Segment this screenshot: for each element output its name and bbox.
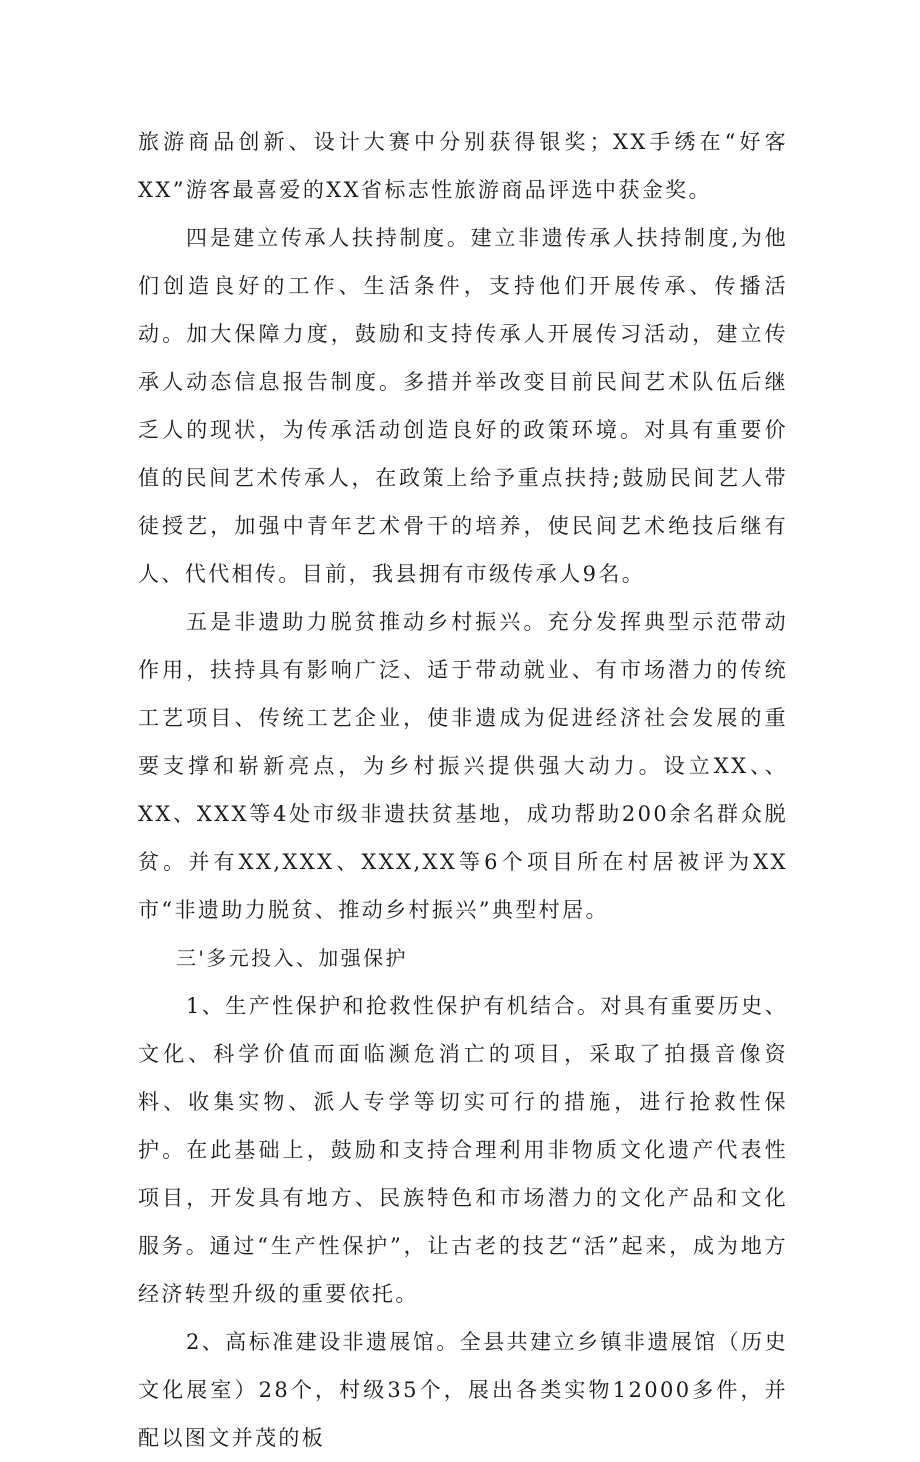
paragraph-fourth-measure: 四是建立传承人扶持制度。建立非遗传承人扶持制度,为他们创造良好的工作、生活条件，支持他们开展传承、传播活动。加大保障力度，鼓励和支持传承人开展传习活动，建立传承人动态信息报告制度。多措并举改变目前民间艺术队伍后继乏人的现状，为传承活动创造良好的政策环境。对具有重要价值的民间艺术传承人，在政策上给予重点扶持;鼓励民间艺人带徒授艺，加强中青年艺术骨干的培养，使民间艺术绝技后继有人、代代相传。目前，我县拥有市级传承人9名。: [138, 226, 788, 586]
paragraph-item-1: 1、生产性保护和抢救性保护有机结合。对具有重要历史、文化、科学价值而面临濒危消亡的项目，采取了拍摄音像资料、收集实物、派人专学等切实可行的措施，进行抢救性保护。在此基础上，鼓励和支持合理利用非物质文化遗产代表性项目，开发具有地方、民族特色和市场潜力的文化产品和文化服务。通过“生产性保护”，让古老的技艺“活”起来，成为地方经济转型升级的重要依托。: [138, 994, 788, 1306]
body-text: [138, 118, 788, 1462]
paragraph-item-2: 2、高标准建设非遗展馆。全县共建立乡镇非遗展馆（历史文化展室）28个，村级35个，展出各类实物12000多件，并配以图文并茂的板: [138, 1330, 788, 1450]
paragraph-continuation: 旅游商品创新、设计大赛中分别获得银奖；XX手绣在“好客XX”游客最喜爱的XX省标志性旅游商品评选中获金奖。: [138, 130, 788, 202]
paragraph-fifth-measure: 五是非遗助力脱贫推动乡村振兴。充分发挥典型示范带动作用，扶持具有影响广泛、适于带动就业、有市场潜力的传统工艺项目、传统工艺企业，使非遗成为促进经济社会发展的重要支撑和崭新亮点，为乡村振兴提供强大动力。设立XX、、XX、XXX等4处市级非遗扶贫基地，成功帮助200余名群众脱贫。并有XX,XXX、XXX,XX等6个项目所在村居被评为XX市“非遗助力脱贫、推动乡村振兴”典型村居。: [138, 610, 788, 922]
section-heading-three: 三'多元投入、加强保护: [176, 946, 408, 970]
